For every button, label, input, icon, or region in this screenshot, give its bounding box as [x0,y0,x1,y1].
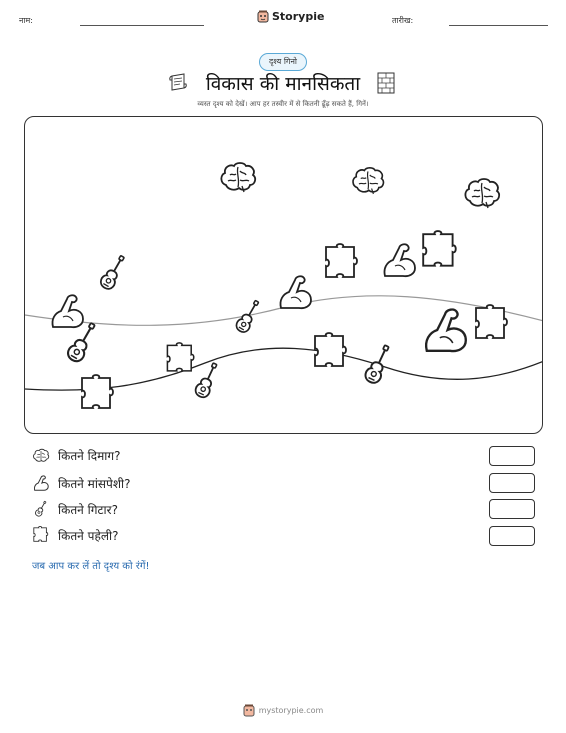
footer [0,704,566,717]
name-line[interactable] [80,25,204,26]
question-guitar [32,500,118,518]
muscle-icon[interactable] [275,272,315,312]
puzzle-icon [32,526,50,544]
guitar-icon [32,500,50,518]
puzzle-icon[interactable] [322,243,362,283]
answer-box-puzzle[interactable] [489,526,535,546]
guitar-icon[interactable] [356,343,400,387]
question-text: कितने दिमाग? [58,449,121,463]
brain-icon[interactable] [218,161,258,201]
muscle-icon[interactable] [379,240,419,280]
storypie-footer-icon [243,704,255,717]
answer-box-muscle[interactable] [489,473,535,493]
brain-icon[interactable] [462,177,502,217]
storypie-logo [257,10,324,23]
question-text: कितने पहेली? [58,528,119,543]
muscle-icon[interactable] [419,304,471,356]
question-puzzle [32,526,118,544]
muscle-icon[interactable] [47,291,87,331]
instructions: व्यस्त दृश्य को देखें। आप हर तस्वीर में से कितनी ढूँढ़ सकते हैं, गिनें। [197,100,369,108]
coloring-note: जब आप कर लें तो दृश्य को रंगें! [32,561,150,572]
question-brain [32,447,121,464]
page-title: विकास की मानसिकता [205,73,361,95]
puzzle-icon[interactable] [164,342,198,376]
question-text: कितने गिटार? [58,502,118,517]
storypie-logo-icon [257,10,269,23]
question-muscle [32,474,131,492]
puzzle-icon[interactable] [419,230,461,272]
answer-box-guitar[interactable] [489,499,535,519]
brain-icon[interactable] [350,166,386,202]
brick-wall-icon [377,72,395,94]
puzzle-icon[interactable] [472,304,512,344]
activity-badge: दृश्य गिनो [259,53,307,71]
answer-box-brain[interactable] [489,446,535,466]
name-label: नाम: [19,16,33,25]
brand-name: Storypie [272,10,325,23]
puzzle-icon[interactable] [311,332,351,372]
guitar-icon[interactable] [93,253,133,293]
busy-scene[interactable] [24,116,543,434]
guitar-icon[interactable] [229,298,267,336]
footer-url[interactable]: mystorypie.com [258,706,324,715]
brain-icon [32,448,50,464]
date-label: तारीख: [392,16,414,25]
muscle-icon [32,474,50,492]
date-line[interactable] [449,25,548,26]
puzzle-icon[interactable] [78,374,118,414]
question-text: कितने मांसपेशी? [58,476,131,491]
